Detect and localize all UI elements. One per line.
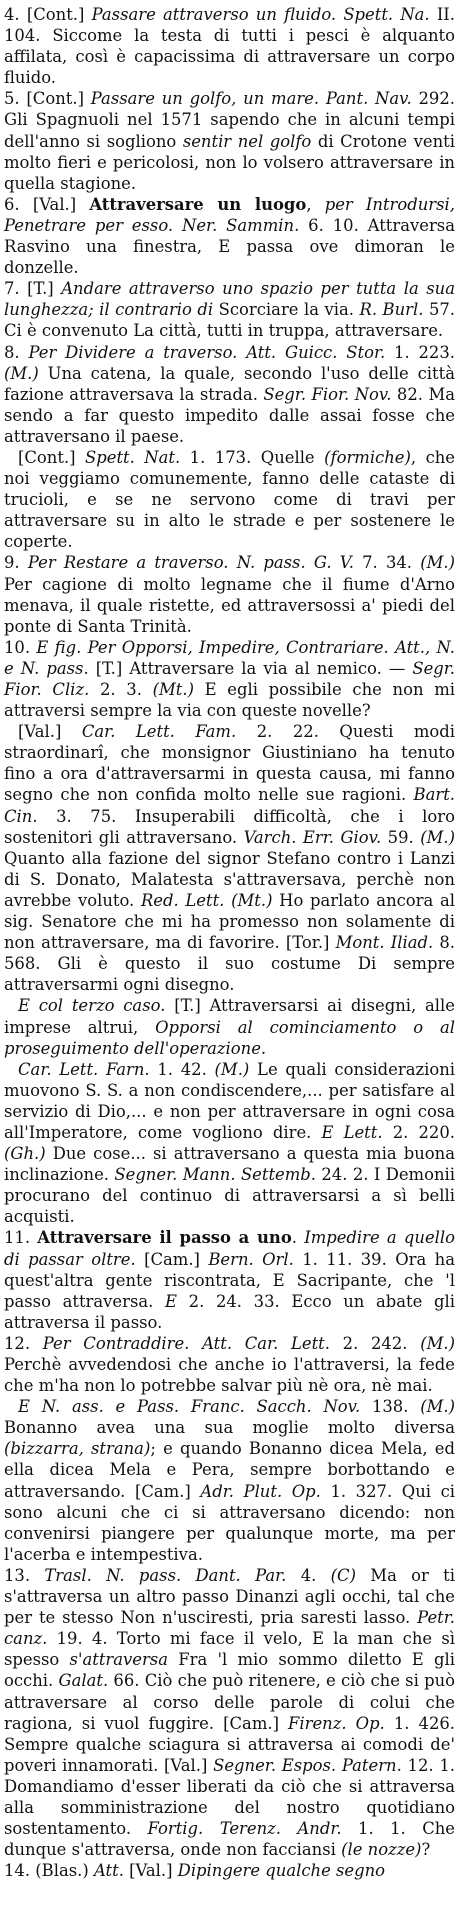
entry-paragraph: [4, 1227, 455, 1332]
italic-text: Bart. Cin.: [4, 785, 455, 826]
text-segment: 4.: [286, 1565, 331, 1585]
text-segment: ?: [421, 1840, 431, 1860]
text-segment: 14. (Blas.): [4, 1861, 94, 1881]
text-segment: 66. Ciò che può ritenere, e ciò che si può attraversare al corso delle parole di colui che ragiona, si vuol fuggire. [Cam.]: [4, 1671, 455, 1733]
text-segment: Ma or ti s'attraversa un altro passo Dinanzi agli occhi, tal che per te stesso Non n'usciresti, pria saresti lasso.: [4, 1565, 456, 1628]
text-segment: di Crotone venti molto fieri e pericolosi, non lo volsero attraversare in quella stagione.: [4, 131, 455, 193]
text-segment: 8. 568. Gli è questo il suo costume Di sempre attraversarmi ogni disegno.: [4, 933, 455, 995]
entry-paragraph: [4, 721, 455, 995]
italic-text: sentir nel golfo: [182, 131, 312, 151]
text-segment: 2. 22. Questi modi straordinarî, che monsignor Giustiniano ha tenuto fino a ora d'attraversarmi in questa causa, mi fanno segno che non confida molto nelle sue ragioni.: [4, 722, 455, 805]
text-segment: 4. [Cont.]: [4, 5, 92, 24]
text-segment: ; e quando Bonanno dicea Mela, ed ella dicea Mela e Pera, sempre borbottando e attraversando. [Cam.]: [4, 1439, 455, 1501]
italic-text: (M.): [420, 553, 455, 573]
italic-text: per Introdursi, Penetrare per esso. Ner. Sammin.: [4, 194, 455, 235]
italic-text: Red. Lett.: [140, 890, 225, 910]
italic-text: (M.): [420, 1397, 456, 1417]
italic-text: (formiche): [324, 447, 411, 467]
italic-text: Dipingere qualche segno: [177, 1861, 386, 1881]
italic-text: (C): [330, 1565, 356, 1585]
text-segment: [Val.]: [18, 722, 82, 742]
text-segment: 57. Ci è convenuto La città, tutti in truppa, attraversare.: [4, 300, 456, 341]
italic-text: E N. ass. e Pass. Franc. Sacch. Nov.: [18, 1397, 361, 1417]
text-segment: 3. 75. Insuperabili difficoltà, che i loro sostenitori gli attraversano.: [4, 806, 455, 847]
italic-text: Varch. Err. Giov.: [243, 827, 382, 847]
entry-paragraph: [4, 1565, 455, 1860]
italic-text: Per Restare a traverso. N. pass. G. V.: [27, 553, 354, 573]
text-segment: 138.: [360, 1397, 421, 1417]
italic-text: (le nozze): [341, 1840, 422, 1860]
italic-text: Att.: [93, 1861, 124, 1881]
italic-text: E Lett.: [321, 1122, 383, 1142]
text-segment: 6. [Val.]: [4, 194, 90, 214]
text-segment: Fra 'l mio sommo diletto E gli occhi.: [4, 1650, 455, 1691]
italic-text: Galat.: [58, 1671, 109, 1691]
italic-text: Andare attraverso uno spazio per tutta la sua lunghezza; il contrario di: [4, 279, 455, 320]
entry-paragraph: [4, 552, 455, 636]
text-segment: 1. 1. Che dunque s'attraversa, onde non facciansi: [4, 1819, 456, 1860]
entry-paragraph: [4, 637, 455, 721]
bold-text: Attraversare un luogo: [89, 194, 307, 214]
entry-paragraph: [4, 1396, 455, 1565]
text-segment: 1. 223.: [385, 342, 455, 362]
text-segment: 2. 242.: [329, 1333, 421, 1353]
text-segment: Scorciare la via.: [213, 300, 360, 320]
italic-text: (M.): [214, 1059, 250, 1079]
italic-text: (M.): [420, 827, 455, 847]
bold-text: Attraversare il passo a uno: [37, 1228, 292, 1248]
italic-text: (M.): [4, 363, 39, 383]
text-segment: 1. 173. Quelle: [180, 447, 325, 467]
italic-text: Spett. Nat.: [85, 447, 181, 467]
text-segment: 13.: [4, 1565, 45, 1585]
text-segment: 1. 426. Sempre qualche sciagura si attraversa ai comodi de' poveri innamorati. [Val.]: [4, 1713, 456, 1775]
text-segment: 1. 11. 39. Ora ha quest'altra gente riscontrata, E Sacripante, che 'l passo attraversa.: [4, 1249, 455, 1311]
italic-text: Segner. Espos. Patern.: [213, 1755, 402, 1775]
italic-text: Per Contraddire. Att. Car. Lett.: [42, 1333, 330, 1353]
italic-text: Passare un golfo, un mare. Pant. Nav.: [90, 89, 412, 109]
italic-text: (Mt.): [231, 890, 273, 910]
italic-text: Opporsi al cominciamento o al proseguimento dell'operazione.: [4, 1017, 455, 1058]
text-segment: , che noi veggiamo comunemente, fanno delle cataste di trucioli, e se ne servono come di travi per attraversare su in alto le strade e per sostenere le coperte.: [4, 447, 456, 552]
entry-paragraph: [4, 88, 455, 193]
text-segment: 5. [Cont.]: [4, 89, 91, 109]
text-segment: 7. [T.]: [4, 279, 62, 299]
entry-paragraph: [4, 4, 455, 88]
entry-paragraph: [4, 995, 455, 1058]
text-segment: 7. 34.: [353, 553, 421, 573]
italic-text: E: [165, 1291, 177, 1311]
text-segment: Le quali considerazioni muovono S. S. a non condiscendere,... per satisfare al servizio di Dio,... e non per attraversare in ogni cosa all'Imperatore, come vogliono dire.: [4, 1059, 456, 1142]
text-segment: ,: [306, 194, 325, 214]
entry-paragraph: [4, 447, 455, 552]
text-segment: [Val.]: [123, 1861, 178, 1881]
text-segment: [T.] Attraversarsi ai disegni, alle imprese altrui,: [4, 996, 455, 1037]
text-segment: Bonanno avea una sua moglie molto diversa: [4, 1418, 455, 1438]
italic-text: R. Burl.: [359, 300, 424, 320]
italic-text: Segner. Mann. Settemb.: [114, 1165, 316, 1185]
text-segment: II. 104. Siccome la testa di tutti i pesci è alquanto affilata, così è capacissima di attraversare un corpo fluido.: [4, 5, 455, 88]
italic-text: (Mt.): [152, 680, 194, 699]
text-segment: Due cose... si attraversano a questa mia buona inclinazione.: [4, 1144, 455, 1185]
entry-paragraph: [4, 1059, 455, 1228]
text-segment: 11.: [4, 1228, 38, 1248]
text-segment: Ho parlato ancora al sig. Senatore che mi ha promesso non solamente di non attraversare, ma di favorire. [Tor.]: [4, 890, 455, 953]
italic-text: (bizzarra, strana): [4, 1439, 151, 1459]
text-segment: 12. 1. Domandiamo d'esser liberati da ciò che si attraversa alla somministrazione del nostro quotidiano sostentamento.: [4, 1755, 455, 1839]
italic-text: Passare attraverso un fluido. Spett. Na.: [91, 5, 430, 24]
text-segment: 19. 4. Torto mi face il velo, E la man che sì spesso: [4, 1629, 455, 1670]
text-segment: 2. 220.: [382, 1122, 455, 1142]
text-segment: Una catena, la quale, secondo l'uso delle città fazione attraversava la strada.: [4, 363, 455, 404]
entry-paragraph: [4, 278, 455, 341]
italic-text: Fortig. Terenz. Andr.: [147, 1819, 342, 1839]
text-segment: [Cam.]: [135, 1249, 209, 1269]
italic-text: Car. Lett. Farn.: [18, 1059, 150, 1079]
italic-text: Per Dividere a traverso. Att. Guicc. Stor.: [28, 342, 386, 362]
italic-text: Car. Lett. Fam.: [81, 722, 237, 742]
text-segment: 2. 3.: [89, 680, 153, 699]
italic-text: s'attraversa: [69, 1650, 168, 1670]
text-segment: 292. Gli Spagnuoli nel 1571 sapendo che in alcuni tempi dell'anno si sogliono: [4, 89, 455, 151]
italic-text: Firenz. Op.: [288, 1713, 385, 1733]
text-segment: 1. 327. Qui ci sono alcuni che ci si attraversano dicendo: non convenirsi piangere per qualunque morte, ma per l'acerba e intempestiva.: [4, 1481, 455, 1564]
italic-text: Bern. Orl.: [208, 1249, 294, 1269]
text-segment: 8.: [4, 342, 29, 362]
italic-text: Segr. Fior. Cliz.: [4, 658, 456, 699]
italic-text: Adr. Plut. Op.: [200, 1481, 321, 1501]
text-segment: [Cont.]: [18, 447, 86, 467]
text-segment: 6. 10. Attraversa Rasvino una finestra, E passa ove dimoran le donzelle.: [4, 215, 455, 278]
text-segment: .: [291, 1228, 305, 1248]
text-segment: Perchè avvedendosi che anche io l'attraversi, la fede che m'ha non lo potrebbe salvar più nè ora, nè mai.: [4, 1355, 455, 1396]
text-segment: 10.: [4, 637, 37, 657]
text-segment: Per cagione di molto legname che il fiume d'Arno menava, il quale ristette, ed attraversossi a' piedi del ponte di Santa Trinità.: [4, 574, 455, 636]
entry-paragraph: [4, 1333, 455, 1396]
text-segment: [T.] Attraversare la via al nemico. —: [88, 658, 413, 678]
italic-text: (Gh.): [4, 1144, 46, 1164]
entry-paragraph: [4, 342, 455, 447]
italic-text: E col terzo caso.: [18, 996, 166, 1016]
text-segment: 82. Ma sendo a far questo impedito dalle assai fosse che attraversano il paese.: [4, 384, 455, 446]
italic-text: Segr. Fior. Nov.: [263, 384, 392, 404]
text-segment: E egli possibile che non mi attraversi sempre la via con queste novelle?: [4, 680, 455, 721]
italic-text: E fig. Per Opporsi, Impedire, Contrariare. Att., N. e N. pass.: [4, 637, 455, 678]
text-segment: 2. 24. 33. Ecco un abate gli attraversa il passo.: [4, 1291, 455, 1332]
text-segment: 1. 42.: [149, 1059, 215, 1079]
text-segment: 12.: [4, 1333, 43, 1353]
text-segment: 9.: [4, 553, 28, 573]
entry-paragraph: [4, 194, 455, 278]
text-segment: Quanto alla fazione del signor Stefano contro i Lanzi di S. Donato, Malatesta s'attraversava, perchè non avrebbe voluto.: [4, 848, 455, 910]
italic-text: Trasl. N. pass. Dant. Par.: [44, 1565, 287, 1585]
italic-text: (M.): [420, 1333, 455, 1353]
italic-text: Petr. canz.: [4, 1608, 455, 1649]
text-segment: 24. 2. I Demonii procurano del continuo di attraversarsi a sì belli acquisti.: [4, 1165, 455, 1227]
entry-paragraph: [4, 1860, 455, 1881]
italic-text: Mont. Iliad.: [335, 933, 434, 953]
italic-text: Impedire a quello di passar oltre.: [4, 1228, 456, 1269]
text-segment: 59.: [381, 827, 421, 847]
